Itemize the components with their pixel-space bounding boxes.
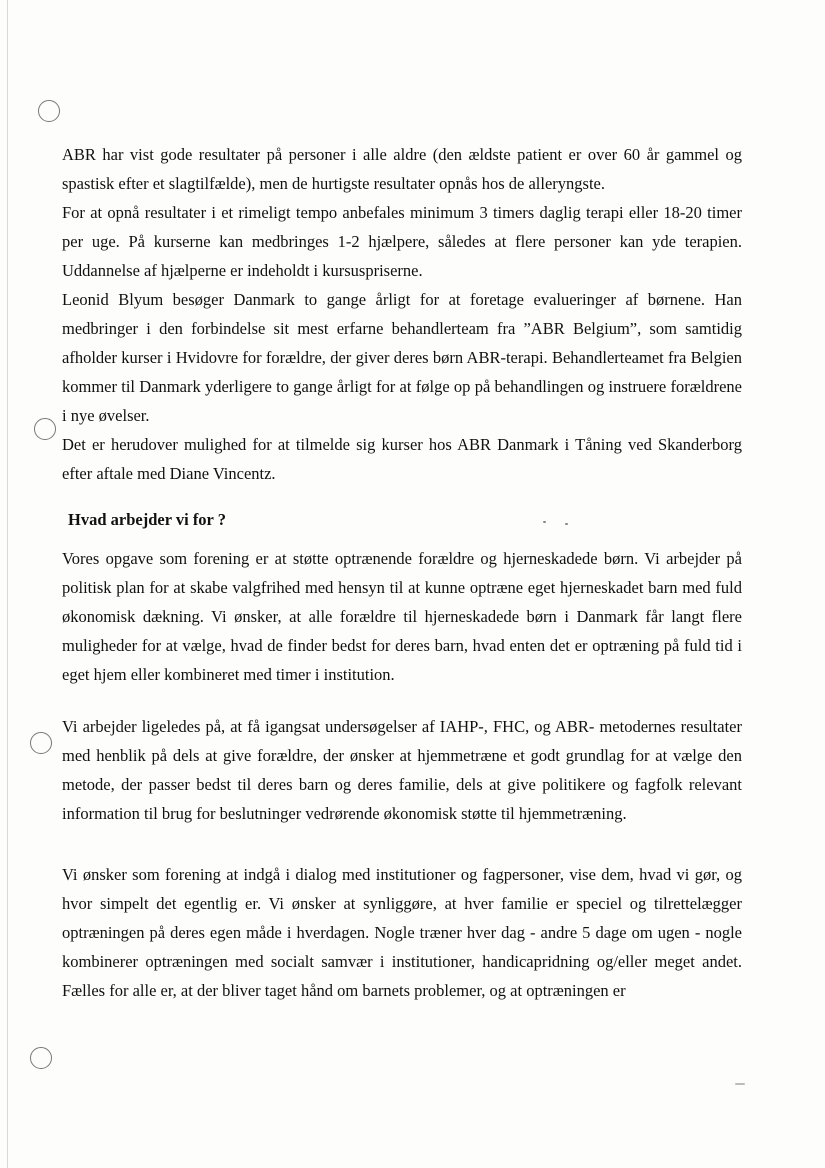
paragraph-results: ABR har vist gode resultater på personer i alle aldre (den ældste patient er over 60 år gammel og spastisk efter et slagtilfælde), men de hurtigste resultater opnås hos de alleryngste. [62,145,742,193]
section-dialogue [62,860,742,1005]
punch-hole-2 [34,418,56,440]
scan-speck [543,521,546,523]
page-edge [7,0,8,1168]
paragraph-research: Vi arbejder ligeledes på, at få igangsat undersøgelser af IAHP-, FHC, og ABR- metodernes resultater med henblik på dels at give forældre, der ønsker at hjemmetræne et godt grundlag for at vælge den metode, der passer bedst til deres barn og deres familie, dels at give politikere og fagfolk relevant information til brug for beslutninger vedrørende økonomisk støtte til hjemmetræning. [62,717,742,823]
section-research [62,712,742,828]
punch-hole-1 [38,100,60,122]
paragraph-courses: Det er herudover mulighed for at tilmelde sig kurser hos ABR Danmark i Tåning ved Skanderborg efter aftale med Diane Vincentz. [62,435,742,483]
punch-hole-3 [30,732,52,754]
section-heading: Hvad arbejder vi for ? [68,510,226,529]
paragraph-purpose: Vores opgave som forening er at støtte optrænende forældre og hjerneskadede børn. Vi arbejder på politisk plan for at skabe valgfrihed med hensyn til at kunne optræne eget hjerneskadet barn med fuld økonomisk dækning. Vi ønsker, at alle forældre til hjerneskadede børn i Danmark får langt flere muligheder for at vælge, hvad de finder bedst for deres barn, hvad enten det er optræning på fuld tid i eget hjem eller kombineret med timer i institution. [62,549,742,684]
paragraph-therapy-time: For at opnå resultater i et rimeligt tempo anbefales minimum 3 timers daglig terapi eller 18-20 timer per uge. På kurserne kan medbringes 1-2 hjælpere, således at flere personer kan yde terapien. Uddannelse af hjælperne er indeholdt i kursuspriserne. [62,203,742,280]
paragraph-evaluations: Leonid Blyum besøger Danmark to gange årligt for at foretage evalueringer af børnene. Han medbringer i den forbindelse sit mest erfarne behandlerteam fra ”ABR Belgium”, som samtidig afholder kurser i Hvidovre for forældre, der giver deres børn ABR-terapi. Behandlerteamet fra Belgien kommer til Danmark yderligere to gange årligt for at følge op på behandlingen og instruere forældrene i nye øvelser. [62,290,742,425]
section-abr-results [62,140,742,488]
punch-hole-4 [30,1047,52,1069]
paragraph-dialogue: Vi ønsker som forening at indgå i dialog med institutioner og fagpersoner, vise dem, hvad vi gør, og hvor simpelt det egentlig er. Vi ønsker at synliggøre, at hver familie er speciel og tilrettelægger optræningen på deres egen måde i hverdagen. Nogle træner hver dag - andre 5 dage om ugen - nogle kombinerer optræningen med socialt samvær i institutioner, handicapridning og/eller meget andet. Fælles for alle er, at der bliver taget hånd om barnets problemer, og at optræningen er [62,865,742,1000]
scan-speck [565,523,568,525]
scan-speck [735,1083,745,1085]
section-purpose [62,544,742,689]
